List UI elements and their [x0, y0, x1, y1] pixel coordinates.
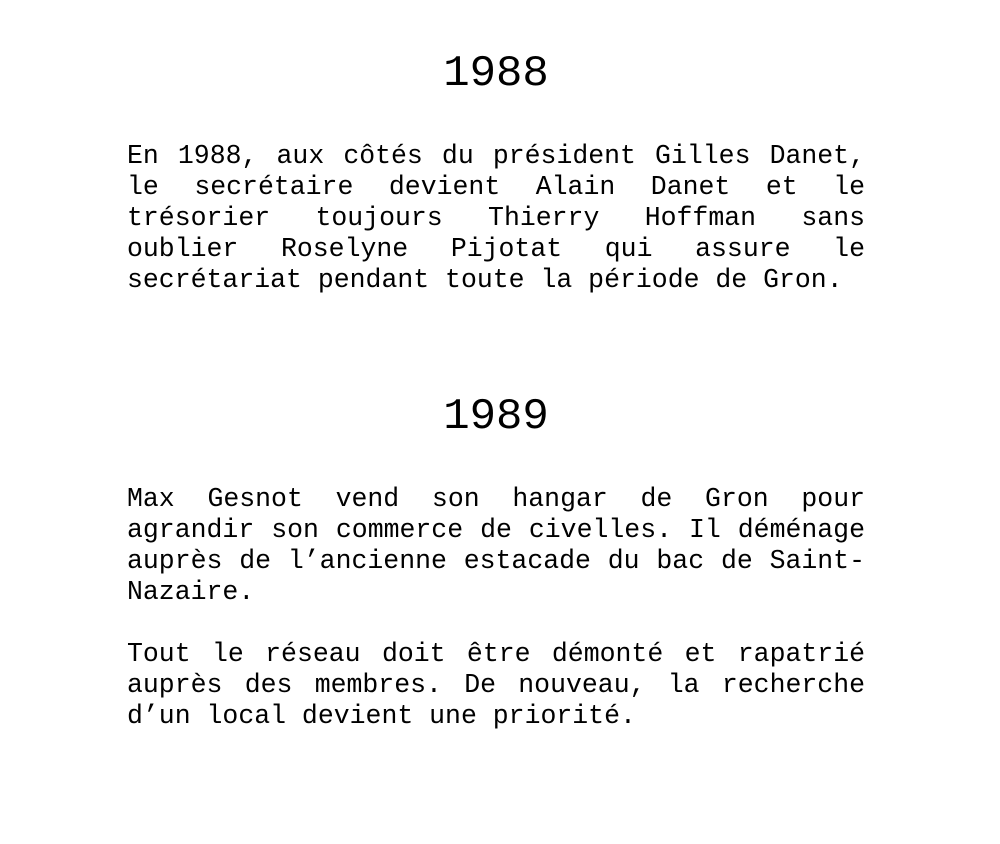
year-heading-1988: 1988	[443, 49, 549, 99]
paragraph-1989-reseau: Tout le réseau doit être démonté et rapatrié auprès des membres. De nouveau, la recherche d’un local devient une priorité.	[127, 639, 865, 731]
year-heading-1989: 1989	[443, 392, 549, 442]
paragraph-1989-hangar: Max Gesnot vend son hangar de Gron pour agrandir son commerce de civelles. Il déménage auprès de l’ancienne estacade du bac de Saint-Nazaire.	[127, 484, 865, 607]
paragraph-1988: En 1988, aux côtés du président Gilles Danet, le secrétaire devient Alain Danet et le trésorier toujours Thierry Hoffman sans oublier Roselyne Pijotat qui assure le secrétariat pendant toute la période de Gron.	[127, 141, 865, 295]
